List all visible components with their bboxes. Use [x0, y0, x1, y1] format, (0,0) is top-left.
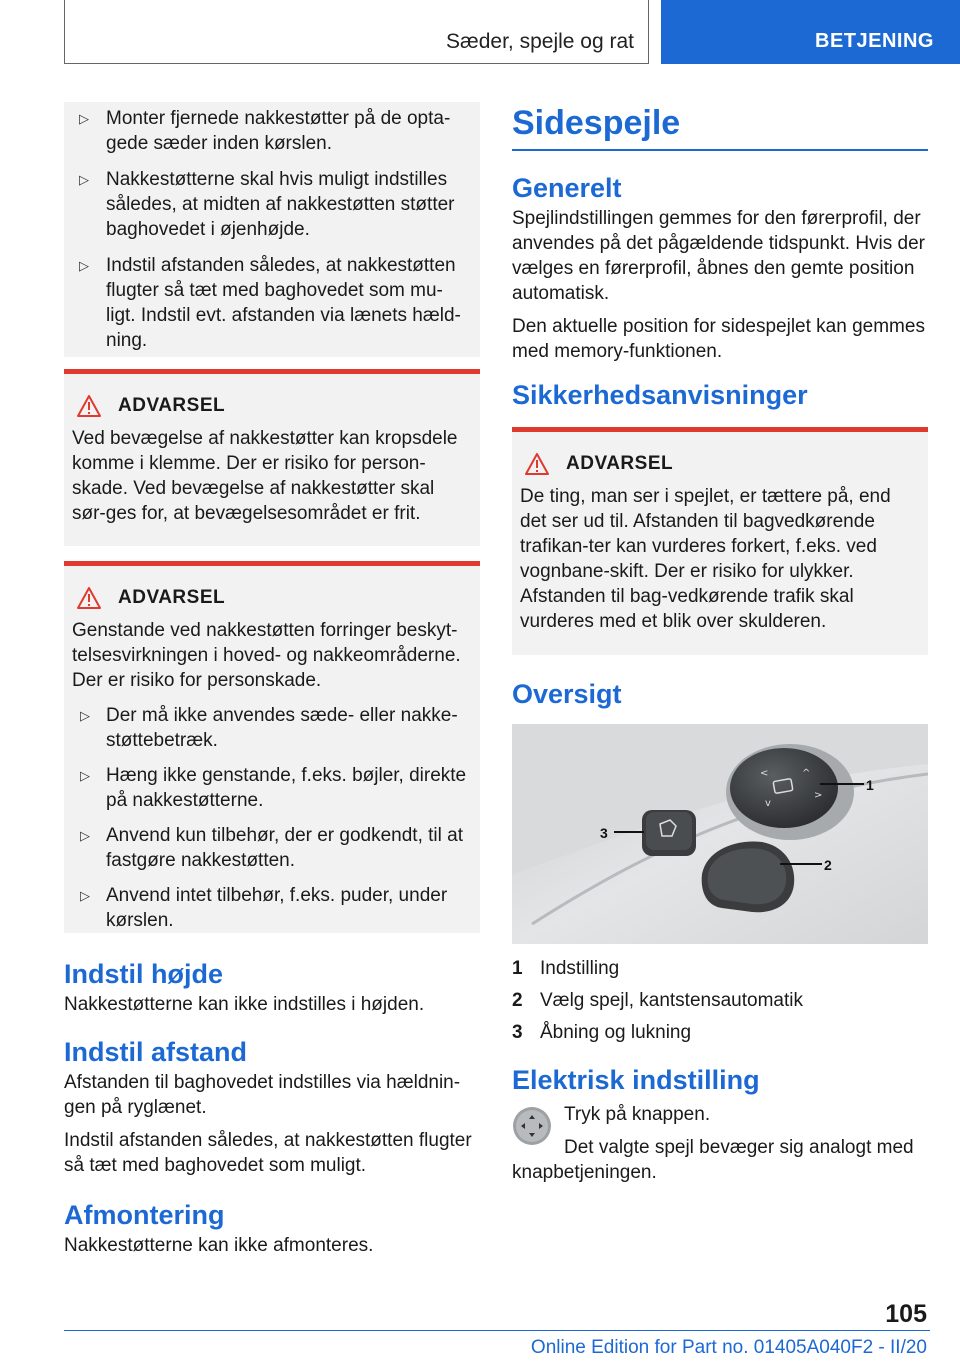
warning-header: [76, 392, 472, 420]
electric-text-1: Tryk på knappen.: [564, 1104, 711, 1125]
mirror-adjust-button-icon: [512, 1106, 552, 1146]
section-title-height: Indstil højde: [64, 959, 223, 989]
electric-instruction: [512, 1102, 928, 1185]
edition-text: Online Edition for Part no. 01405A040F2 - II/20: [530, 1337, 927, 1358]
triangle-bullet-icon: ▷: [80, 888, 90, 903]
right-column: [512, 102, 928, 1185]
warning-text: Ved bevægelse af nakkestøtter kan kropsdele komme i klemme. Der er risiko for person-skade. Ved bevægelse af nakkestøtter skal sør-ges for, at bevægelsesområdet er frit.: [72, 428, 458, 524]
warning-box-objects: [64, 561, 480, 933]
legend-item: 2 Vælg spejl, kantstensautomatik: [512, 990, 803, 1011]
triangle-bullet-icon: ▷: [79, 111, 89, 126]
section-text-distance-2: Indstil afstanden således, at nakkestøtten flugter så tæt med baghovedet som muligt.: [64, 1130, 472, 1176]
electric-text-2: Det valgte spejl bevæger sig analogt med knapbetjeningen.: [512, 1137, 914, 1183]
section-text-general-2: Den aktuelle position for sidespejlet kan gemmes med memory-funktionen.: [512, 316, 925, 362]
warning-triangle-icon: [76, 394, 102, 418]
left-column: [64, 102, 480, 1258]
list-item: ▷ Der må ikke anvendes sæde- eller nakke-støttebetræk.: [80, 705, 458, 751]
triangle-bullet-icon: ▷: [80, 708, 90, 723]
legend-item: 3 Åbning og lukning: [512, 1022, 692, 1043]
warning-box-mirror: [512, 427, 928, 655]
warning-triangle-icon: [524, 452, 550, 476]
page-number: 105: [885, 1300, 927, 1328]
svg-text:^: ^: [802, 768, 811, 779]
header-section-box: [64, 0, 649, 64]
section-title-general: Generelt: [512, 173, 622, 203]
section-text-removal: Nakkestøtterne kan ikke afmonteres.: [64, 1235, 374, 1256]
section-text-general-1: Spejlindstillingen gemmes for den førerprofil, der anvendes på det pågældende tidspunkt. Hvis der vælges en førerprofil, åbnes den gemte position automatisk.: [512, 208, 925, 304]
warning-title: ADVARSEL: [118, 587, 226, 608]
warning-title: ADVARSEL: [118, 395, 226, 416]
warning-box-pinch: [64, 369, 480, 546]
warning-title: ADVARSEL: [566, 453, 674, 474]
callout-1: 1: [866, 777, 874, 793]
legend-item: 1 Indstilling: [512, 958, 620, 979]
warning-text: Genstande ved nakkestøtten forringer beskyt-telsesvirkningen i hoved- og nakkeområderne. Der er risiko for personskade.: [72, 620, 461, 691]
header-chapter-box: [661, 0, 960, 64]
svg-text:v: v: [765, 798, 771, 809]
warning-header: [76, 584, 472, 612]
section-title-removal: Afmontering: [64, 1200, 225, 1230]
section-text-height: Nakkestøtterne kan ikke indstilles i højden.: [64, 994, 425, 1015]
triangle-bullet-icon: ▷: [80, 828, 90, 843]
page-title: Sidespejle: [512, 104, 681, 142]
list-item: ▷ Anvend kun tilbehør, der er godkendt, til at fastgøre nakkestøtten.: [80, 825, 463, 871]
section-title-distance: Indstil afstand: [64, 1037, 248, 1067]
section-text-distance-1: Afstanden til baghovedet indstilles via hældnin-gen på ryglænet.: [64, 1072, 461, 1118]
list-item: ▷ Nakkestøtterne skal hvis muligt indstilles således, at midten af nakkestøtten støtter baghovedet i øjenhøjde.: [79, 169, 455, 240]
triangle-bullet-icon: ▷: [80, 768, 90, 783]
header-section-title: Sæder, spejle og rat: [446, 30, 634, 53]
list-item: ▷ Indstil afstanden således, at nakkestøtten flugter så tæt med baghovedet som mu- ligt. Indstil evt. afstanden via lænets hæld- ning.: [79, 255, 461, 351]
mirror-control-illustration: [512, 724, 928, 944]
legend-list: [512, 956, 928, 1045]
list-item: ▷ Anvend intet tilbehør, f.eks. puder, under kørslen.: [80, 885, 448, 931]
warning-text: De ting, man ser i spejlet, er tættere på, end det ser ud til. Afstanden til bagvedkørende trafikan-ter kan vurderes forkert, f.eks. ved vognbane-skift. Der er risiko for ulykker. Afstanden til bag-vedkørende trafik skal vurderes med et blik over skulderen.: [520, 486, 891, 632]
warning-triangle-icon: [76, 586, 102, 610]
list-item: ▷ Monter fjernede nakkestøtter på de opta- gede sæder inden kørslen.: [79, 108, 451, 154]
warning-header: [524, 450, 920, 478]
title-rule: [512, 149, 928, 151]
header-chapter-title: BETJENING: [815, 30, 934, 52]
svg-text:<: <: [760, 768, 769, 779]
section-title-safety: Sikkerhedsanvisninger: [512, 380, 808, 410]
instructions-box: [64, 102, 480, 357]
callout-3: 3: [600, 825, 608, 841]
triangle-bullet-icon: ▷: [79, 258, 89, 273]
footer-rule: [64, 1330, 930, 1331]
callout-2: 2: [824, 857, 832, 873]
section-title-electric: Elektrisk indstilling: [512, 1065, 760, 1095]
triangle-bullet-icon: ▷: [79, 172, 89, 187]
svg-text:>: >: [814, 790, 823, 801]
section-title-overview: Oversigt: [512, 679, 622, 709]
list-item: ▷ Hæng ikke genstande, f.eks. bøjler, direkte på nakkestøtterne.: [80, 765, 467, 811]
